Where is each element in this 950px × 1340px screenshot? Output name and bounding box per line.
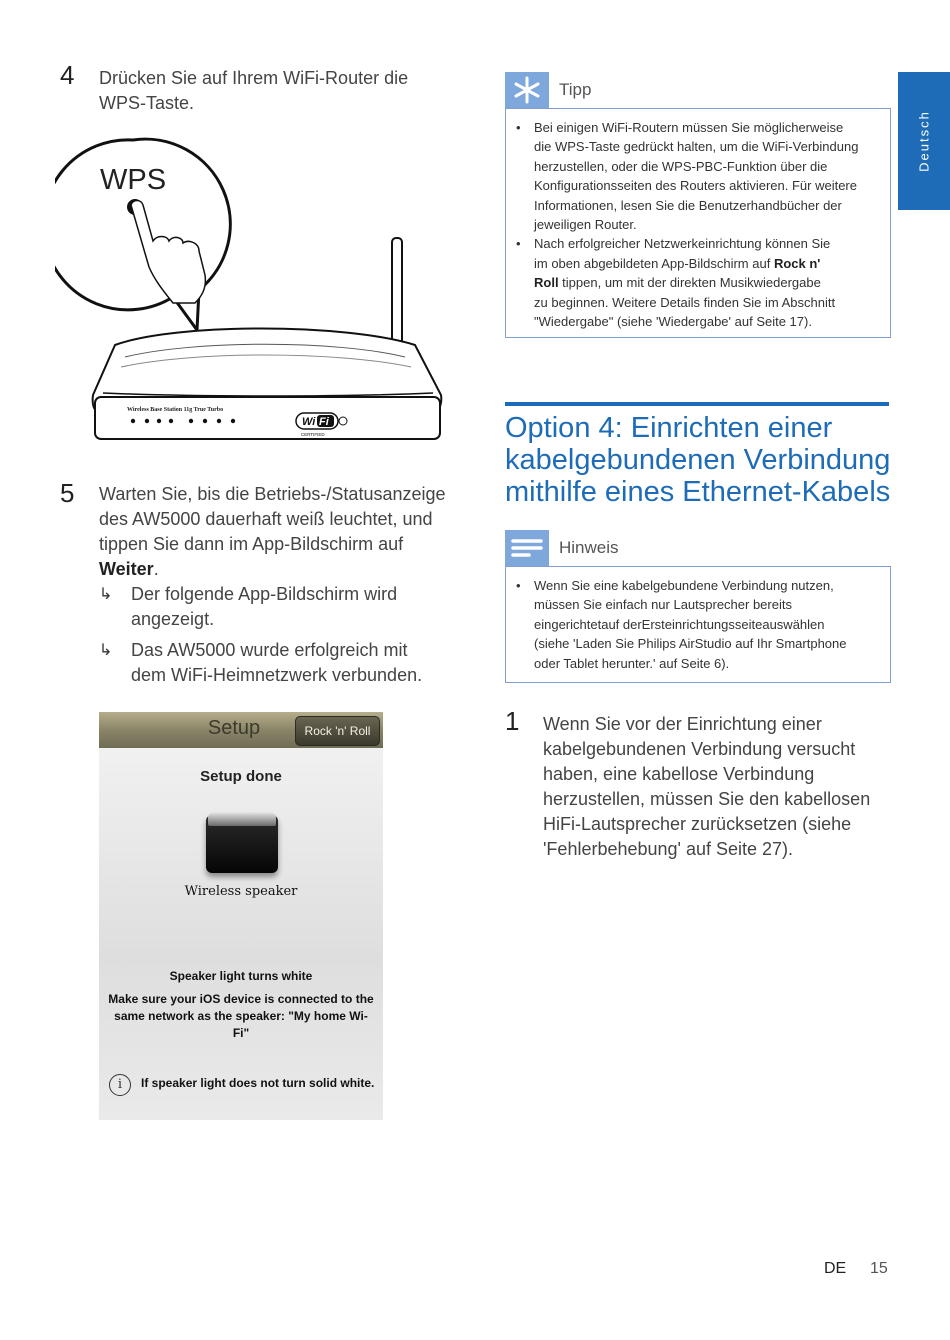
step-5-result-1: ↳ Der folgende App-Bildschirm wird angezeigt. bbox=[99, 584, 398, 629]
app-setup-screenshot bbox=[99, 712, 383, 1120]
result-arrow-icon: ↳ bbox=[99, 642, 113, 659]
help-link[interactable]: If speaker light does not turn solid white. bbox=[141, 1076, 375, 1090]
step-5-line4: Weiter. bbox=[99, 559, 159, 579]
info-icon[interactable]: i bbox=[109, 1074, 131, 1096]
tip-label: Tipp bbox=[559, 80, 592, 99]
asterisk-icon bbox=[505, 72, 549, 108]
step-5-line2: des AW5000 dauerhaft weiß leuchtet, und bbox=[99, 509, 433, 529]
svg-text:Fi: Fi bbox=[319, 416, 329, 428]
step-1-number: 1 bbox=[505, 706, 520, 736]
step-5-text bbox=[99, 482, 459, 688]
step-5-number: 5 bbox=[60, 478, 75, 508]
step-4-number: 4 bbox=[60, 60, 75, 90]
weiter-keyword: Weiter bbox=[99, 559, 154, 579]
step-5-line1: Warten Sie, bis die Betriebs-/Statusanzeige bbox=[99, 484, 446, 504]
rock-n-roll-ref: Rock n' bbox=[773, 255, 821, 271]
app-title: Setup bbox=[207, 717, 261, 739]
svg-text:CERTIFIED: CERTIFIED bbox=[301, 432, 325, 437]
tip-item-2: • Nach erfolgreicher Netzwerkeinrichtung können Sie im oben abgebildeten App-Bildschirm auf Rock n' Roll tippen, um mit der direkten Musikwiedergabe zu beginnen. Weitere Details finden Sie im Abschnitt "Wiedergabe" (siehe 'Wiedergabe' auf Seite 17). bbox=[534, 234, 890, 331]
app-title-bar bbox=[99, 712, 383, 748]
step-5-result-2: ↳ Das AW5000 wurde erfolgreich mit dem WiFi-Heimnetzwerk verbunden. bbox=[99, 640, 423, 685]
speaker-light-text: Speaker light turns white bbox=[169, 969, 313, 983]
section-rule bbox=[505, 402, 889, 406]
step-4-line2: WPS-Taste. bbox=[99, 93, 195, 113]
note-lines-icon bbox=[505, 530, 549, 566]
router-illustration bbox=[55, 135, 455, 455]
tip-item-1: • Bei einigen WiFi-Routern müssen Sie möglicherweise die WPS-Taste gedrückt halten, um die WiFi-Verbindung herzustellen, oder die WPS-PBC-Funktion über die Konfigurationsseiten des Routers aktivieren. Für weitere Informationen, lesen Sie die Benutzerhandbücher der jeweiligen Router. bbox=[534, 118, 890, 234]
footer-language: DE bbox=[824, 1260, 847, 1277]
result-arrow-icon: ↳ bbox=[99, 586, 113, 603]
router-brand-text: Wireless Base Station 11g True Turbo bbox=[127, 407, 224, 413]
rock-n-roll-button[interactable]: Rock 'n' Roll bbox=[295, 716, 380, 746]
network-instructions: Make sure your iOS device is connected to the same network as the speaker: "My home Wi- Fi" bbox=[108, 992, 374, 1040]
language-tab bbox=[898, 72, 950, 210]
tip-box bbox=[505, 108, 891, 338]
step-4-line1: Drücken Sie auf Ihrem WiFi-Router die bbox=[99, 68, 409, 88]
note-item: • Wenn Sie eine kabelgebundene Verbindung nutzen, müssen Sie einfach nur Lautsprecher bereits eingerichtetauf derErsteinrichtungsseiteauswählen (siehe 'Laden Sie Philips AirStudio auf Ihr Smartphone oder Tablet herunter.' auf Seite 6). bbox=[534, 576, 890, 673]
router-antenna bbox=[392, 238, 402, 353]
wps-label: WPS bbox=[100, 164, 167, 196]
language-tab-label: Deutsch bbox=[916, 110, 932, 172]
device-label: Wireless speaker bbox=[184, 884, 298, 899]
step-5-line3: tippen Sie dann im App-Bildschirm auf bbox=[99, 534, 404, 554]
step-1-text: Wenn Sie vor der Einrichtung einer kabelgebundenen Verbindung versucht haben, eine kabellose Verbindung herzustellen, müssen Sie den kabellosen HiFi-Lautsprecher zurücksetzen (siehe 'Fehlerbehebung' auf Seite 27). bbox=[543, 714, 871, 859]
note-label: Hinweis bbox=[559, 538, 619, 557]
svg-text:Wi: Wi bbox=[302, 416, 316, 428]
setup-done-heading: Setup done bbox=[200, 768, 282, 785]
page-number: 15 bbox=[870, 1260, 888, 1277]
step-4-text bbox=[99, 66, 459, 116]
note-box bbox=[505, 566, 891, 683]
note-header bbox=[505, 530, 619, 566]
tip-header bbox=[505, 72, 591, 108]
router-front-panel bbox=[95, 397, 440, 439]
section-title: Option 4: Einrichten einer kabelgebundenen Verbindung mithilfe eines Ethernet-Kabels bbox=[505, 412, 891, 508]
